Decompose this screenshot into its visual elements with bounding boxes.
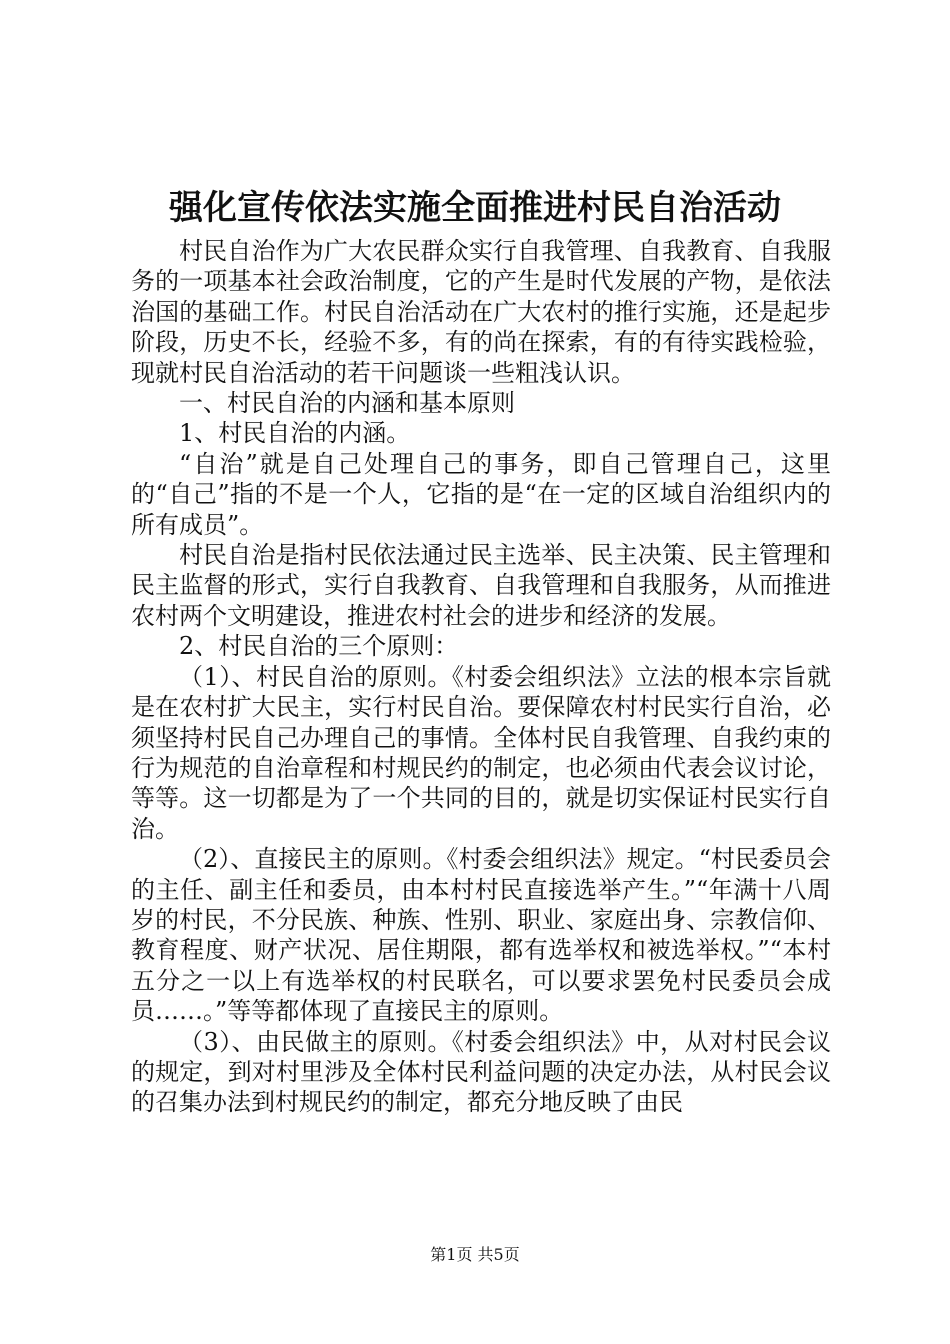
- page-footer: 第1页 共5页: [430, 1245, 520, 1264]
- document-title: 强化宣传依法实施全面推进村民自治活动: [169, 188, 781, 228]
- subsection-heading-2: 2、村民自治的三个原则：: [179, 632, 459, 661]
- section-heading-1: 一、村民自治的内涵和基本原则: [179, 389, 515, 418]
- paragraph-village-autonomy: 村民自治是指村民依法通过民主选举、民主决策、民主管理和民主监督的形式，实行自我教育、自我管理和自我服务，从而推进农村两个文明建设，推进农村社会的进步和经济的发展。: [131, 541, 831, 630]
- paragraph-intro: 村民自治作为广大农民群众实行自我管理、自我教育、自我服务的一项基本社会政治制度，它的产生是时代发展的产物，是依法治国的基础工作。村民自治活动在广大农村的推行实施，还是起步阶段，历史不长，经验不多，有的尚在探索，有的有待实践检验，现就村民自治活动的若干问题谈一些粗浅认识。: [131, 237, 831, 387]
- paragraph-principle-2: （2）、直接民主的原则。《村委会组织法》规定。“村民委员会的主任、副主任和委员，由本村村民直接选举产生。”“年满十八周岁的村民，不分民族、种族、性别、职业、家庭出身、宗教信仰、教育程度、财产状况、居住期限，都有选举权和被选举权。”“本村五分之一以上有选举权的村民联名，可以要求罢免村民委员会成员……。”等等都体现了直接民主的原则。: [131, 845, 831, 1026]
- paragraph-principle-3: （3）、由民做主的原则。《村委会组织法》中，从对村民会议的规定，到对村里涉及全体村民利益问题的决定办法，从村民会议的召集办法到村规民约的制定，都充分地反映了由民: [131, 1027, 831, 1117]
- document-body: [131, 236, 831, 1118]
- paragraph-principle-1: （1）、村民自治的原则。《村委会组织法》立法的根本宗旨就是在农村扩大民主，实行村民自治。要保障农村村民实行自治，必须坚持村民自己办理自己的事情。全体村民自我管理、自我约束的行为规范的自治章程和村规民约的制定，也必须由代表会议讨论，等等。这一切都是为了一个共同的目的，就是切实保证村民实行自治。: [131, 662, 831, 843]
- paragraph-autonomy-definition: “自治”就是自己处理自己的事务，即自己管理自己，这里的“自己”指的不是一个人，它指的是“在一定的区域自治组织内的所有成员”。: [131, 449, 831, 539]
- subsection-heading-1: 1、村民自治的内涵。: [179, 419, 411, 448]
